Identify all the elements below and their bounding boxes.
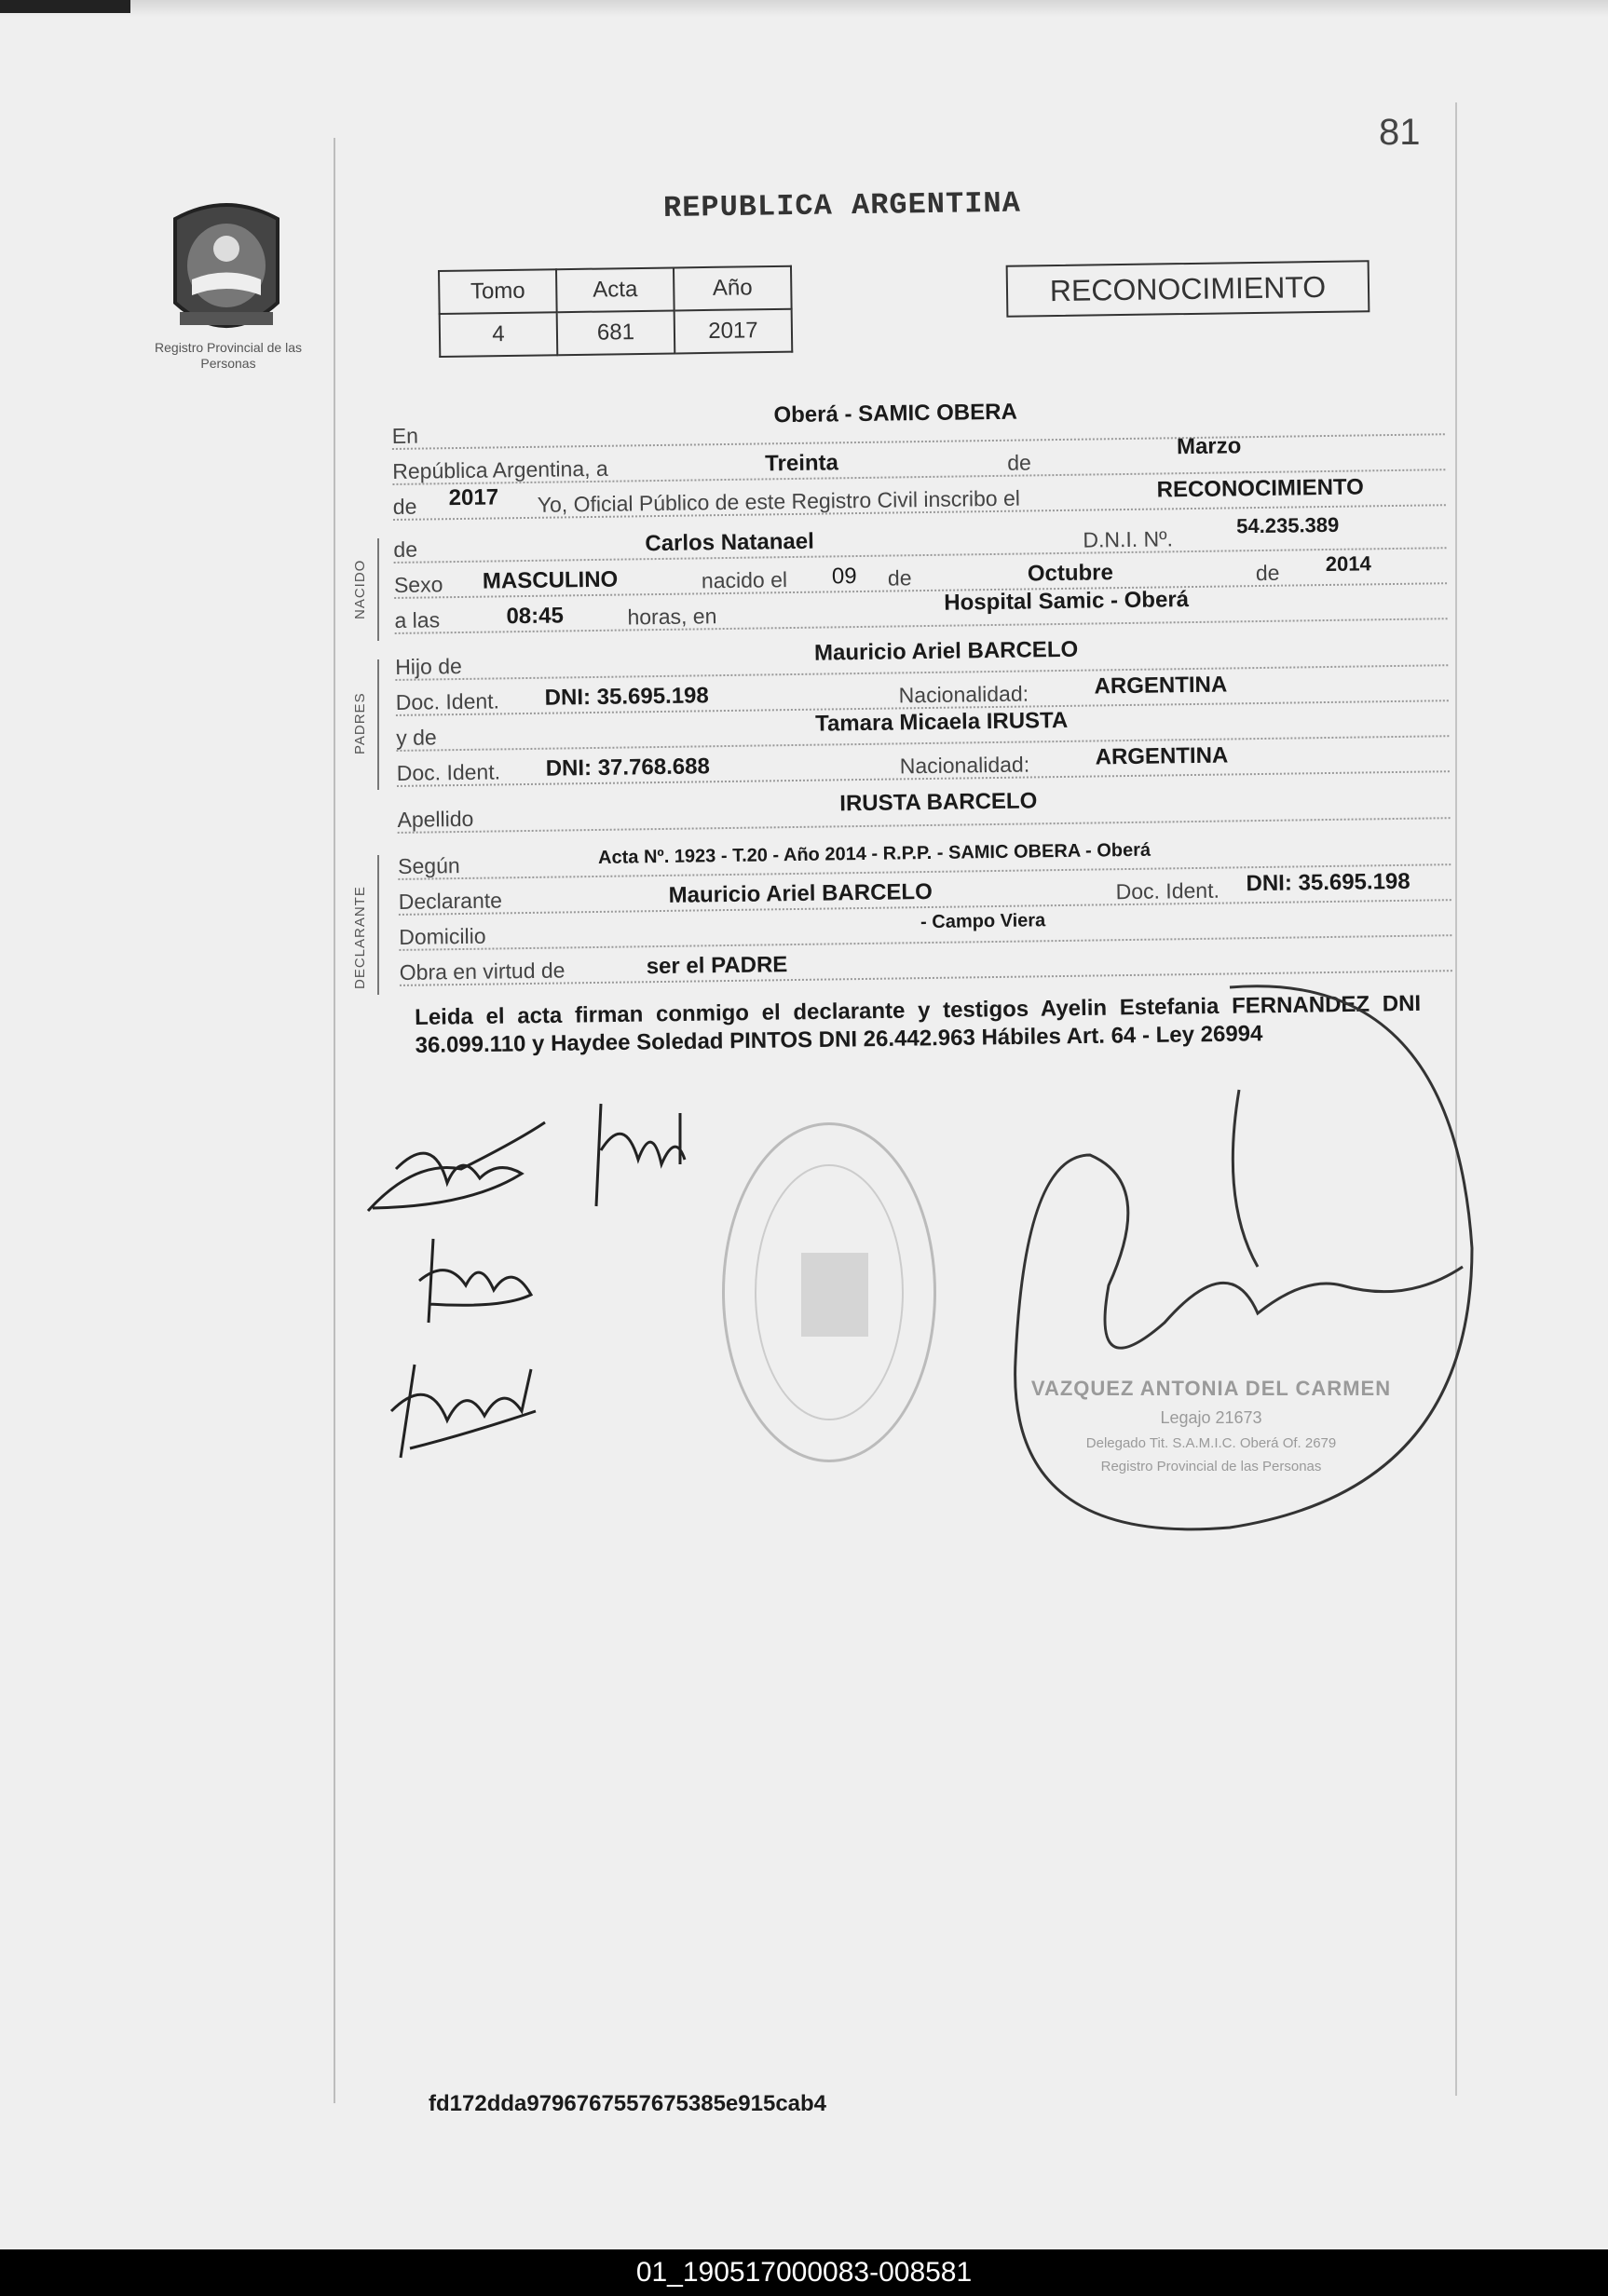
row-surname — [397, 783, 1450, 834]
civil-record-form — [391, 372, 1444, 985]
dni-label: D.N.I. Nº. — [1083, 526, 1174, 552]
mother-doc: DNI: 37.768.688 — [545, 754, 711, 781]
apellido-label: Apellido — [397, 806, 474, 832]
nacido-label: nacido el — [701, 567, 788, 593]
a-las-label: a las — [394, 607, 441, 632]
padres-side-label: PADRES — [352, 692, 368, 754]
page-number: 81 — [1379, 112, 1421, 153]
padres-bracket — [377, 659, 379, 790]
mother-name: Tamara Micaela IRUSTA — [814, 707, 1069, 737]
father-doc-label: Doc. Ident. — [395, 688, 500, 714]
en-label: En — [391, 423, 419, 448]
registry-table — [438, 265, 793, 358]
officer-signature — [382, 1355, 550, 1467]
birth-time: 08:45 — [506, 603, 565, 630]
stamp-emblem-icon — [801, 1253, 868, 1337]
declarante-bracket — [377, 855, 379, 995]
act-type-box: RECONOCIMIENTO — [1006, 260, 1370, 317]
birth-year-de-label: de — [1255, 560, 1280, 586]
republic-label: República Argentina, a — [392, 455, 608, 483]
father-nat-label: Nacionalidad: — [898, 681, 1029, 708]
obra-label: Obra en virtud de — [399, 958, 566, 985]
document-title: REPUBLICA ARGENTINA — [662, 185, 1022, 225]
declarant-signature — [359, 1104, 573, 1225]
tomo-header: Tomo — [439, 269, 557, 314]
declarante-doc: DNI: 35.695.198 — [1246, 868, 1410, 897]
declarante-doc-label: Doc. Ident. — [1115, 877, 1220, 904]
document-hash: fd172dda9796767557675385e915cab4 — [429, 2091, 827, 2116]
horas-label: horas, en — [627, 604, 717, 630]
declarante-name: Mauricio Ariel BARCELO — [668, 878, 933, 908]
birth-place: Hospital Samic - Oberá — [944, 587, 1190, 616]
domicilio-label: Domicilio — [399, 923, 486, 949]
birth-month: Octubre — [1027, 560, 1114, 587]
birth-year: 2014 — [1325, 551, 1371, 577]
birth-de-label: de — [887, 565, 912, 591]
act-value: RECONOCIMIENTO — [1156, 474, 1365, 503]
sexo-label: Sexo — [393, 572, 443, 597]
left-margin-line — [334, 138, 335, 2103]
year-value: 2017 — [448, 484, 499, 511]
sexo-value: MASCULINO — [482, 566, 619, 594]
acta-header: Acta — [556, 267, 675, 312]
officer-title: Delegado Tit. S.A.M.I.C. Oberá Of. 2679 — [1085, 1435, 1337, 1451]
officer-legajo: Legajo 21673 — [1160, 1408, 1262, 1427]
officer-name: VAZQUEZ ANTONIA DEL CARMEN — [1030, 1377, 1392, 1400]
segun-label: Según — [398, 853, 460, 878]
father-nat: ARGENTINA — [1094, 672, 1228, 700]
official-signature-loop — [950, 969, 1491, 1565]
segun-value: Acta Nº. 1923 - T.20 - Año 2014 - R.P.P. - SAMIC OBERA - Oberá — [597, 839, 1151, 868]
footer-id: 01_190517000083-008581 — [0, 2249, 1608, 2296]
year-de-label: de — [392, 494, 417, 519]
declarante-side-label: DECLARANTE — [352, 886, 368, 989]
witness-signature-2 — [410, 1230, 559, 1332]
father-doc: DNI: 35.695.198 — [544, 683, 709, 711]
mother-doc-label: Doc. Ident. — [396, 759, 501, 785]
officer-org: Registro Provincial de las Personas — [1100, 1459, 1322, 1474]
de-label: de — [1007, 450, 1031, 475]
y-de-label: y de — [396, 725, 437, 750]
child-name: Carlos Natanael — [645, 528, 814, 557]
anio-header: Año — [674, 266, 792, 311]
mother-nat-label: Nacionalidad: — [899, 752, 1030, 779]
nacido-bracket — [377, 538, 379, 641]
surname: IRUSTA BARCELO — [839, 788, 1038, 817]
tomo-value: 4 — [440, 312, 558, 357]
day-value: Treinta — [765, 450, 839, 477]
anio-value: 2017 — [675, 309, 793, 354]
acta-value: 681 — [557, 310, 675, 355]
birth-day: 09 — [831, 564, 857, 590]
month-value: Marzo — [1176, 433, 1242, 460]
officer-stamp — [1025, 1377, 1397, 1474]
logo-caption: Registro Provincial de las Personas — [155, 340, 302, 371]
hijo-label: Hijo de — [395, 653, 462, 679]
mother-nat: ARGENTINA — [1095, 742, 1229, 770]
father-name: Mauricio Ariel BARCELO — [813, 636, 1079, 666]
child-dni: 54.235.389 — [1236, 512, 1340, 538]
official-text: Yo, Oficial Público de este Registro Civil inscribo el — [537, 485, 1021, 517]
obra-value: ser el PADRE — [646, 952, 788, 980]
declarante-label: Declarante — [398, 888, 503, 914]
witness-signature-1 — [587, 1094, 708, 1216]
domicilio-value: - Campo Viera — [920, 910, 1046, 933]
scan-edge — [0, 0, 1608, 17]
nacido-side-label: NACIDO — [352, 559, 368, 619]
place-value: Oberá - SAMIC OBERA — [773, 399, 1018, 428]
scan-mark — [0, 0, 130, 13]
closing-text: Leida el acta firman conmigo el declarante y testigos Ayelin Estefania FERNANDEZ DNI 36.099.110 y Haydee Soledad PINTOS DNI 26.442.963 Hábiles Art. 64 - Ley 26994 — [415, 990, 1422, 1058]
child-de-label: de — [393, 537, 418, 562]
